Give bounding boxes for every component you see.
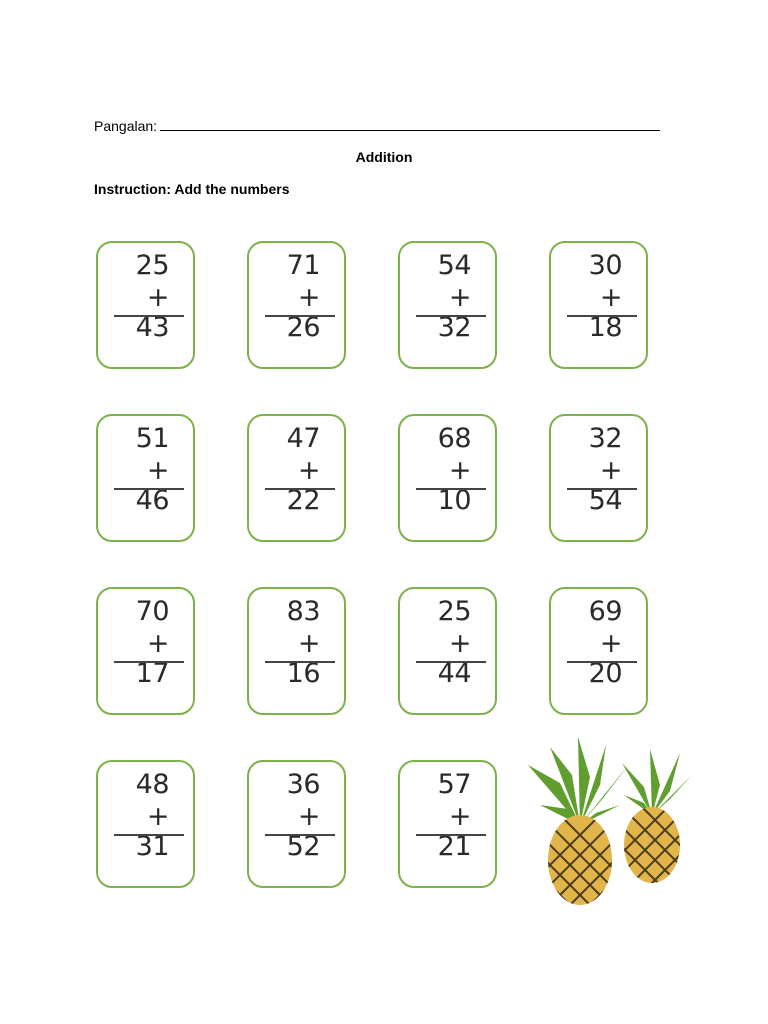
problem-top-number: 25 (135, 250, 169, 281)
problem-addend: + 22 (286, 455, 320, 516)
problem-top-number: 70 (135, 596, 169, 627)
instruction-text: Instruction: Add the numbers (94, 181, 290, 197)
problem-top-number: 30 (588, 250, 622, 281)
problem-card[interactable] (247, 760, 346, 888)
problem-top-number: 48 (135, 769, 169, 800)
problem-card[interactable] (549, 414, 648, 542)
answer-line (567, 661, 637, 663)
name-label: Pangalan: (94, 118, 158, 134)
problem-addend: + 17 (135, 628, 169, 689)
problem-card[interactable] (549, 241, 648, 369)
problem-addend: + 52 (286, 801, 320, 862)
problem-top-number: 47 (286, 423, 320, 454)
answer-line (114, 661, 184, 663)
problem-top-number: 54 (437, 250, 471, 281)
problem-top-number: 71 (286, 250, 320, 281)
problem-addend: + 54 (588, 455, 622, 516)
answer-line (567, 315, 637, 317)
answer-line (265, 315, 335, 317)
problem-addend: + 43 (135, 282, 169, 343)
page-title: Addition (355, 149, 413, 165)
problem-top-number: 32 (588, 423, 622, 454)
problem-addend: + 46 (135, 455, 169, 516)
problem-card[interactable] (96, 414, 195, 542)
problem-addend: + 26 (286, 282, 320, 343)
problem-card[interactable] (247, 587, 346, 715)
problem-card[interactable] (96, 760, 195, 888)
problem-card[interactable] (398, 760, 497, 888)
problem-addend: + 16 (286, 628, 320, 689)
answer-line (114, 834, 184, 836)
pineapple-icon (520, 735, 700, 910)
answer-line (567, 488, 637, 490)
problem-top-number: 36 (286, 769, 320, 800)
answer-line (416, 488, 486, 490)
problem-top-number: 25 (437, 596, 471, 627)
answer-line (416, 834, 486, 836)
problem-top-number: 83 (286, 596, 320, 627)
answer-line (265, 661, 335, 663)
answer-line (114, 315, 184, 317)
answer-line (416, 661, 486, 663)
problem-card[interactable] (398, 587, 497, 715)
problem-card[interactable] (247, 414, 346, 542)
problem-addend: + 21 (437, 801, 471, 862)
problem-addend: + 31 (135, 801, 169, 862)
answer-line (114, 488, 184, 490)
answer-line (416, 315, 486, 317)
problem-card[interactable] (96, 587, 195, 715)
problem-top-number: 68 (437, 423, 471, 454)
problem-top-number: 69 (588, 596, 622, 627)
answer-line (265, 488, 335, 490)
problem-card[interactable] (96, 241, 195, 369)
problem-top-number: 57 (437, 769, 471, 800)
answer-line (265, 834, 335, 836)
problem-addend: + 20 (588, 628, 622, 689)
problem-addend: + 32 (437, 282, 471, 343)
problem-card[interactable] (398, 414, 497, 542)
problem-top-number: 51 (135, 423, 169, 454)
problem-card[interactable] (398, 241, 497, 369)
problem-addend: + 18 (588, 282, 622, 343)
problem-addend: + 44 (437, 628, 471, 689)
problem-addend: + 10 (437, 455, 471, 516)
problem-card[interactable] (247, 241, 346, 369)
problem-card[interactable] (549, 587, 648, 715)
